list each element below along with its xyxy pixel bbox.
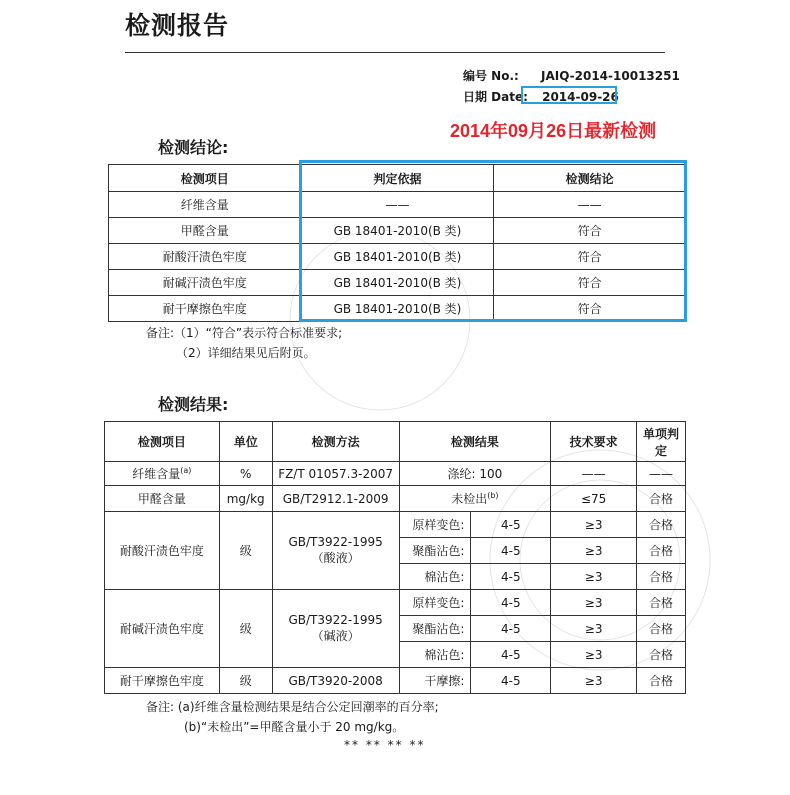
cell-method: GB/T2912.1-2009: [272, 486, 399, 512]
cell-value: 4-5: [471, 668, 551, 694]
table-row: [105, 486, 686, 512]
cell-item: 耐干摩擦色牢度: [109, 296, 302, 322]
cell-conclusion: 符合: [494, 218, 686, 244]
cell-subitem: 聚酯沾色:: [399, 616, 471, 642]
number-label: 编号 No.:: [463, 69, 519, 83]
cell-method: FZ/T 01057.3-2007: [272, 462, 399, 486]
cell-subitem: 棉沾色:: [399, 642, 471, 668]
cell-unit: 级: [219, 668, 272, 694]
cell-requirement: ——: [551, 462, 637, 486]
cell-basis: GB 18401-2010(B 类): [301, 296, 494, 322]
cell-item: 耐干摩擦色牢度: [105, 668, 220, 694]
cell-item: 耐酸汗渍色牢度: [105, 512, 220, 590]
results-heading: 检测结果:: [158, 395, 229, 414]
conclusion-note-1: 备注:（1）“符合”表示符合标准要求;: [146, 326, 343, 340]
number-value: JAIQ-2014-10013251: [541, 69, 680, 83]
cell-method: GB/T3922-1995 （酸液）: [272, 512, 399, 590]
cell-subitem: 棉沾色:: [399, 564, 471, 590]
cell-method: GB/T3920-2008: [272, 668, 399, 694]
table-header-row: [105, 422, 686, 462]
cell-requirement: ≥3: [551, 538, 637, 564]
cell-requirement: ≤75: [551, 486, 637, 512]
cell-basis: GB 18401-2010(B 类): [301, 244, 494, 270]
cell-subitem: 原样变色:: [399, 512, 471, 538]
cell-judgement: 合格: [637, 512, 686, 538]
title-divider: [125, 52, 665, 53]
cell-judgement: 合格: [637, 668, 686, 694]
results-table: [104, 421, 686, 694]
cell-requirement: ≥3: [551, 616, 637, 642]
cell-item: 耐酸汗渍色牢度: [109, 244, 302, 270]
cell-value: 4-5: [471, 616, 551, 642]
cell-judgement: 合格: [637, 564, 686, 590]
conclusion-note-2: （2）详细结果见后附页。: [176, 346, 316, 360]
cell-value: 4-5: [471, 538, 551, 564]
cell-subitem: 干摩擦:: [399, 668, 471, 694]
annotation-text: 2014年09月26日最新检测: [450, 121, 657, 141]
report-number: [463, 67, 680, 84]
cell-unit: %: [219, 462, 272, 486]
header-item: 检测项目: [105, 422, 220, 462]
cell-requirement: ≥3: [551, 590, 637, 616]
table-row: [105, 512, 686, 538]
cell-item: 甲醛含量: [105, 486, 220, 512]
cell-basis: GB 18401-2010(B 类): [301, 270, 494, 296]
cell-value: 4-5: [471, 590, 551, 616]
cell-item: 纤维含量: [109, 192, 302, 218]
header-item: 检测项目: [109, 165, 302, 192]
cell-basis: ——: [301, 192, 494, 218]
cell-conclusion: ——: [494, 192, 686, 218]
cell-requirement: ≥3: [551, 668, 637, 694]
table-row: [105, 590, 686, 616]
cell-item: 甲醛含量: [109, 218, 302, 244]
table-row: [105, 462, 686, 486]
cell-conclusion: 符合: [494, 244, 686, 270]
cell-requirement: ≥3: [551, 512, 637, 538]
results-note-1: 备注: (a)纤维含量检测结果是结合公定回潮率的百分率;: [146, 700, 439, 714]
cell-value: 4-5: [471, 642, 551, 668]
cell-item: 耐碱汗渍色牢度: [105, 590, 220, 668]
cell-subitem: 原样变色:: [399, 590, 471, 616]
header-judgement: 单项判定: [637, 422, 686, 462]
cell-item: 耐碱汗渍色牢度: [109, 270, 302, 296]
header-requirement: 技术要求: [551, 422, 637, 462]
date-highlight-box: [521, 86, 617, 104]
cell-unit: 级: [219, 512, 272, 590]
cell-conclusion: 符合: [494, 270, 686, 296]
cell-judgement: 合格: [637, 486, 686, 512]
cell-result: 未检出$^{(b)}$: [399, 486, 551, 512]
cell-value: 4-5: [471, 512, 551, 538]
cell-subitem: 聚酯沾色:: [399, 538, 471, 564]
date-label: 日期 Date:: [463, 90, 528, 104]
cell-judgement: 合格: [637, 642, 686, 668]
header-basis: 判定依据: [301, 165, 494, 192]
cell-result: 涤纶: 100: [399, 462, 551, 486]
cell-value: 4-5: [471, 564, 551, 590]
cell-basis: GB 18401-2010(B 类): [301, 218, 494, 244]
header-unit: 单位: [219, 422, 272, 462]
cell-judgement: 合格: [637, 538, 686, 564]
cell-item: 纤维含量$^{(a)}$: [105, 462, 220, 486]
date-value: 2014-09-26: [542, 90, 619, 104]
table-row: [105, 668, 686, 694]
results-note-2: (b)“未检出”=甲醛含量小于 20 mg/kg。: [184, 720, 405, 734]
cell-unit: mg/kg: [219, 486, 272, 512]
end-marker: ** ** ** **: [344, 738, 426, 752]
cell-conclusion: 符合: [494, 296, 686, 322]
page-title: 检测报告: [125, 11, 230, 40]
header-conclusion: 检测结论: [494, 165, 686, 192]
cell-unit: 级: [219, 590, 272, 668]
conclusion-heading: 检测结论:: [158, 138, 229, 157]
cell-judgement: 合格: [637, 616, 686, 642]
header-method: 检测方法: [272, 422, 399, 462]
cell-requirement: ≥3: [551, 564, 637, 590]
cell-judgement: 合格: [637, 590, 686, 616]
conclusion-highlight-box: [299, 160, 687, 322]
cell-method: GB/T3922-1995 （碱液）: [272, 590, 399, 668]
cell-requirement: ≥3: [551, 642, 637, 668]
header-result: 检测结果: [399, 422, 551, 462]
cell-judgement: ——: [637, 462, 686, 486]
